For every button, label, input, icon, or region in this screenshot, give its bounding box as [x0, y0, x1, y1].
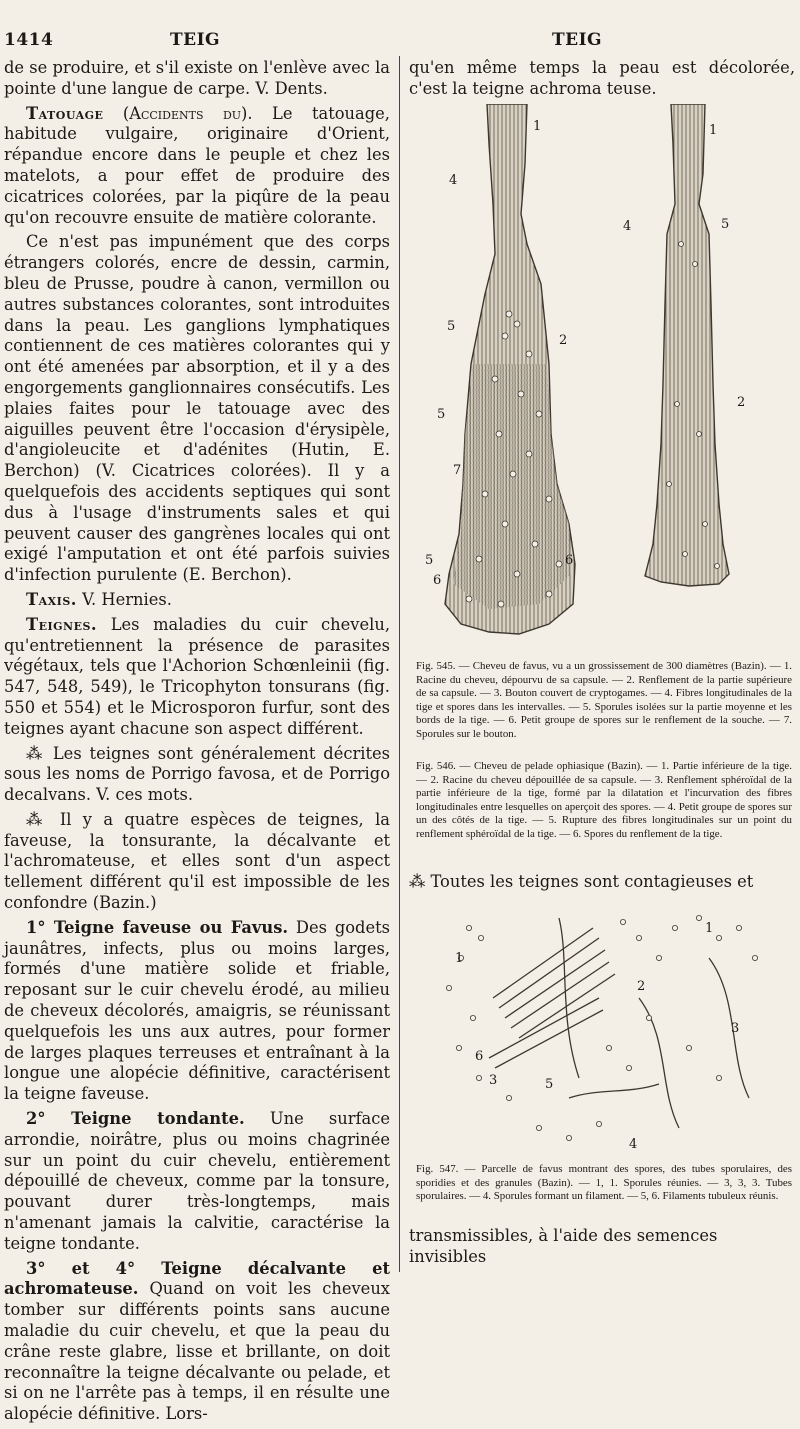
entry-teigne-faveuse: [4, 918, 390, 1105]
fig547-label: 2: [637, 979, 646, 994]
caption-fig-545: Fig. 545. — Cheveu de favus, vu a un grossissement de 300 diamètres (Bazin). — 1. Racine du cheveu, dépourvu de sa capsule. — 2. Renflement de la partie supérieure de sa capsule. — 3. Bouton couvert de cryptogames. — 4. Fibres longitudinales de la tige et spores dans les intervalles. — 5. Sporules isolées sur la partie moyenne et les bords de la tige. — 6. Petit groupe de spores sur le renflement de la souche. — 7. Sporules sur le bouton.: [416, 660, 792, 740]
paragraph-dents-end: de se produire, et s'il existe on l'enlève avec la pointe d'une langue de carpe. V. Dents.: [4, 58, 390, 98]
fig546-hair-shaft: [645, 104, 729, 586]
headword-tatouage: Tatouage: [26, 103, 104, 123]
page-number: 1414: [4, 30, 54, 50]
fig545-label: 6: [433, 573, 442, 588]
caption-fig-547: Fig. 547. — Parcelle de favus montrant des spores, des tubes sporulaires, des sporidies et des granules (Bazin). — 1, 1. Sporules réunies. — 3, 3, 3. Tubes sporulaires. — 4. Sporules formant un filament. — 5, 6. Filaments tubuleux réunis.: [416, 1163, 792, 1203]
column-divider: [399, 56, 400, 1272]
entry-decalvante-text: Quand on voit les cheveux tomber sur différents points sans aucune maladie du cuir chevelu, et que la peau du crâne reste glabre, lisse et brillante, on doit reconnaître la teigne décalvante ou pelade, et si on ne l'arrête pas à temps, il en résulte une alopécie définitive. Lors-: [4, 1279, 390, 1424]
right-column-top-text: qu'en même temps la peau est décolorée, c'est la teigne achroma teuse.: [409, 58, 795, 98]
fig545-label: 2: [559, 333, 568, 348]
entry-teignes-text: Les maladies du cuir chevelu, qu'entretiennent la présence de parasites végétaux, tels que l'Achorion Schœnleinii (fig. 547, 548, 549), le Tricophyton tonsurans (fig. 550 et 554) et le Microsporon furfur, sont des teignes ayant chacune son aspect différent.: [4, 614, 390, 738]
right-column-mid-text: ⁂ Toutes les teignes sont contagieuses et: [409, 872, 754, 891]
fig545-label: 5: [425, 553, 434, 568]
headword-taxis: Taxis.: [26, 589, 77, 609]
headword-teignes: Teignes.: [26, 614, 98, 634]
fig545-hair-bulge-shade: [453, 364, 574, 609]
fig547-label: 6: [475, 1049, 484, 1064]
figure-547-favus-illustration: [409, 898, 795, 1160]
fig546-label: 1: [709, 123, 718, 138]
figure-545-546-hair-illustration: [409, 104, 795, 650]
fig547-label: 3: [731, 1021, 740, 1036]
paragraph-corps-etrangers: Ce n'est pas impunément que des corps étrangers colorés, encre de dessin, carmin, bleu de Prusse, poudre à canon, vermillon ou autres substances colorantes, sont introduites dans la peau. Les ganglions lymphatiques contiennent de ces matières colorantes qui y ont été amenées par absorption, et il y a des engorgements ganglionnaires consécutifs. Les plaies faites pour le tatouage avec des aiguilles peuvent être l'occasion d'érysipèle, d'angioleucite et d'adénites (Hutin, E. Berchon) (V. Cicatrices colorées). Il y a quelquefois des accidents septiques qui sont dus à l'usage d'instruments sales et qui peuvent causer des gangrènes locales qui ont exigé l'amputation et ont été parfois suivies d'infection purulente (E. Berchon).: [4, 232, 390, 585]
entry-faveuse-text: Des godets jaunâtres, infects, plus ou moins larges, formés d'une matière solide et friable, reposant sur le cuir chevelu érodé, au milieu de cheveux décolorés, amaigris, se réunissant quelquefois les uns aux autres, pour former de larges plaques terreuses et entraînant à la longue une alopécie définitive, caractérisent la teigne faveuse.: [4, 917, 390, 1104]
paragraph-porrigo: ⁂ Les teignes sont généralement décrites sous les noms de Porrigo favosa, et de Porrigo decalvans. V. ces mots.: [4, 743, 390, 805]
fig545-label: 7: [453, 463, 462, 478]
entry-taxis: [4, 590, 390, 611]
fig547-label: 5: [545, 1077, 554, 1092]
entry-teigne-tondante: [4, 1109, 390, 1255]
entry-tondante-text: Une surface arrondie, noirâtre, plus ou moins chagrinée sur un point du cuir chevelu, entièrement dépouillé de cheveux, comme par la tonsure, pouvant durer très-longtemps, mais n'amenant jamais la calvitie, caractérise la teigne tondante.: [4, 1109, 390, 1253]
fig547-label: 1: [705, 921, 714, 936]
entry-taxis-text: V. Hernies.: [76, 589, 172, 609]
fig547-label: 4: [629, 1137, 638, 1152]
paragraph-quatre-especes: ⁂ Il y a quatre espèces de teignes, la faveuse, la tonsurante, la décalvante et l'achromateuse, et elles sont d'un aspect tellement différent qu'il est impossible de les confondre (Bazin.): [4, 809, 390, 913]
right-column-bottom-text: transmissibles, à l'aide des semences invisibles: [409, 1226, 718, 1266]
fig545-label: 5: [447, 319, 456, 334]
running-head-left: TEIG: [170, 30, 221, 50]
fig545-label: 1: [533, 119, 542, 134]
entry-tatouage: [4, 104, 390, 229]
left-column: [4, 58, 390, 1429]
fig546-label: 5: [721, 217, 730, 232]
entry-teigne-decalvante: [4, 1259, 390, 1425]
fig547-spores: [446, 915, 757, 1140]
entry-teignes: [4, 615, 390, 740]
fig546-label: 4: [623, 219, 632, 234]
subhead-teigne-decalvante: 3° et 4° Teigne décalvante et achromateuse.: [4, 1258, 390, 1299]
fig547-label: 1: [455, 951, 464, 966]
subhead-teigne-tondante: 2° Teigne tondante.: [26, 1109, 245, 1129]
fig547-label: 3: [489, 1073, 498, 1088]
fig545-label: 4: [449, 173, 458, 188]
subhead-teigne-faveuse: 1° Teigne faveuse ou Favus.: [26, 917, 289, 937]
fig546-label: 2: [737, 395, 746, 410]
running-head-right: TEIG: [552, 30, 603, 50]
caption-fig-546: Fig. 546. — Cheveu de pelade ophiasique (Bazin). — 1. Partie inférieure de la tige. — 2. Racine du cheveu dépouillée de sa capsule. — 3. Renflement sphéroïdal de la partie inférieure de la tige, formé par la dilatation et l'incurvation des fibres longitudinales entre lesquelles on aperçoit des spores. — 4. Petit groupe de spores sur un des côtés de la tige. — 5. Rupture des fibres longitudinales sur un point du renflement sphéroïdal de la tige. — 6. Spores du renflement de la tige.: [416, 760, 792, 840]
fig545-label: 5: [437, 407, 446, 422]
fig547-tubes: [489, 918, 749, 1128]
headword-tatouage-sub: (Accidents du).: [122, 103, 253, 123]
fig545-label: 6: [565, 553, 574, 568]
entry-tatouage-text: Le tatouage, habitude vulgaire, originaire d'Orient, répandue encore dans le peuple et chez les matelots, a pour effet de produire des cicatrices colorées, par la piqûre de la peau qu'on recouvre ensuite de matière colorante.: [4, 103, 390, 227]
